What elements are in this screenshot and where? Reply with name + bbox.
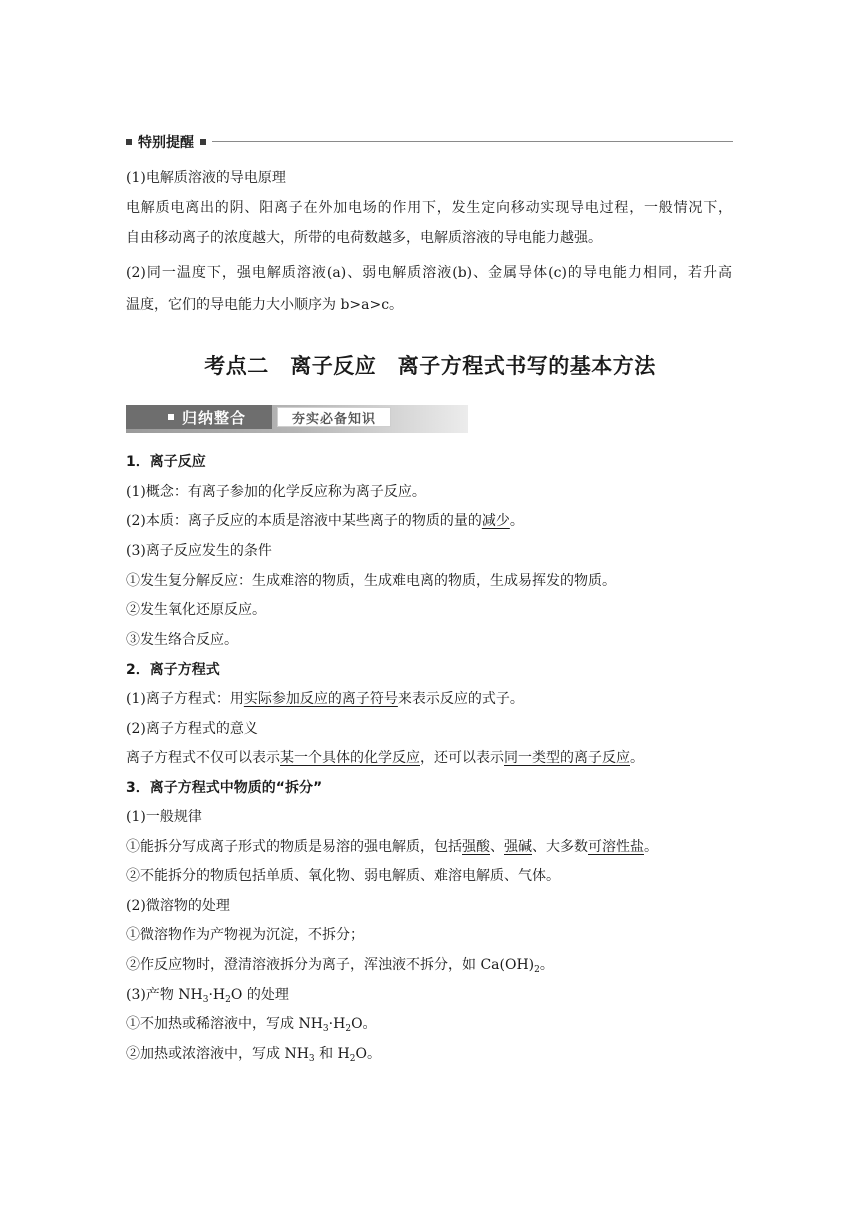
s3-r1-soluble-salt: 可溶性盐 [588,839,644,855]
s1-essence-post: 。 [509,513,524,529]
special-reminder-header [126,132,206,152]
special-reminder-label: 特别提醒 [138,135,194,151]
note1-title: (1)电解质溶液的导电原理 [126,170,286,186]
s1-condition-2: ②发生氧化还原反应。 [126,602,266,618]
s2-heading: 2．离子方程式 [126,662,220,678]
s3-n2 [126,1044,381,1064]
s3-r1-strong-base: 强碱 [504,839,532,855]
s2-mean-c: 。 [630,750,644,766]
s3-r1-strong-acid: 强酸 [462,839,490,855]
s1-concept: (1)概念：有离子参加的化学反应称为离子反应。 [126,484,426,500]
s3-n1 [126,1014,377,1034]
s1-conditions: (3)离子反应发生的条件 [126,543,272,559]
note2-line1: (2)同一温度下，强电解质溶液(a)、弱电解质溶液(b)、金属导体(c)的导电能力相同，若升高 [126,265,732,281]
s1-essence-underlined: 减少 [481,513,510,529]
s3-n2-pre: ②加热或浓溶液中，写成 NH [126,1046,309,1062]
s3-nh-mid: ·H [208,987,226,1003]
s3-nh-post: O 的处理 [230,987,289,1003]
s3-w1: ①微溶物作为产物视为沉淀，不拆分； [126,927,364,943]
s2-meaning: (2)离子方程式的意义 [126,721,258,737]
s3-n2-mid: 和 H [314,1046,350,1062]
square-bullet-icon [126,139,132,145]
banner-right-block [277,407,391,427]
s1-heading: 1．离子反应 [126,454,206,470]
s2-mean-a: 离子方程式不仅可以表示 [126,750,280,766]
s3-n2-sub: 3 [308,1054,315,1064]
square-bullet-icon [168,414,174,420]
s1-condition-1: ①发生复分解反应：生成难溶的物质，生成难电离的物质，生成易挥发的物质。 [126,573,616,589]
s2-mean-b: ，还可以表示 [420,750,504,766]
s3-nh3-heading [126,985,289,1005]
s3-n2-sub2: 2 [349,1054,356,1064]
s3-n1-mid: ·H [328,1016,346,1032]
s3-w2 [126,955,554,975]
section-title: 考点二 离子反应 离子方程式书写的基本方法 [204,354,656,378]
s3-rule-2: ②不能拆分的物质包括单质、氧化物、弱电解质、难溶电解质、气体。 [126,868,560,884]
s3-w2-post: 。 [539,957,554,973]
s3-n1-sub: 3 [322,1024,329,1034]
banner-right-label: 夯实必备知识 [291,411,376,427]
s3-rule: (1)一般规律 [126,809,202,825]
s3-rule-1 [126,837,658,857]
s3-r1-post: 。 [644,839,658,855]
s3-slightly-soluble: (2)微溶物的处理 [126,898,230,914]
s3-r1-mid: 、大多数 [532,839,588,855]
s1-condition-3: ③发生络合反应。 [126,632,238,648]
s2-mean-underlined-1: 某一个具体的化学反应 [280,750,420,766]
s2-def-underlined: 实际参加反应的离子符号 [243,691,398,707]
s3-n1-sub2: 2 [345,1024,352,1034]
square-bullet-icon [200,139,206,145]
note1-line1: 电解质电离出的阴、阳离子在外加电场的作用下，发生定向移动实现导电过程，一般情况下， [126,200,732,216]
s2-mean-underlined-2: 同一类型的离子反应 [504,750,630,766]
summary-banner [126,405,468,433]
note2-line2: 温度，它们的导电能力大小顺序为 b>a>c。 [126,297,404,313]
banner-left-block [126,405,272,429]
s3-nh-sub2: 2 [225,995,231,1005]
s2-def-pre: (1)离子方程式：用 [126,691,244,707]
s3-r1-pre: ①能拆分写成离子形式的物质是易溶的强电解质，包括 [126,839,462,855]
reminder-divider [212,141,733,142]
s3-nh-sub: 3 [202,995,209,1005]
s2-def-post: 来表示反应的式子。 [397,691,524,707]
s3-r1-sep: 、 [490,839,504,855]
s3-nh-pre: (3)产物 NH [126,987,203,1003]
s1-essence [126,511,524,531]
s3-w2-sub: 2 [534,965,540,975]
s3-heading: 3．离子方程式中物质的“拆分” [126,780,323,796]
s1-essence-pre: (2)本质：离子反应的本质是溶液中某些离子的物质的量的 [126,513,482,529]
s2-definition [126,689,524,709]
s3-w2-pre: ②作反应物时，澄清溶液拆分为离子，浑浊液不拆分，如 Ca(OH) [126,957,535,973]
s3-n1-post: O。 [351,1016,377,1032]
s3-n2-post: O。 [355,1046,381,1062]
s3-n1-pre: ①不加热或稀溶液中，写成 NH [126,1016,323,1032]
s2-meaning-text [126,748,644,768]
note1-line2: 自由移动离子的浓度越大，所带的电荷数越多，电解质溶液的导电能力越强。 [126,230,602,246]
banner-left-label: 归纳整合 [182,408,247,427]
